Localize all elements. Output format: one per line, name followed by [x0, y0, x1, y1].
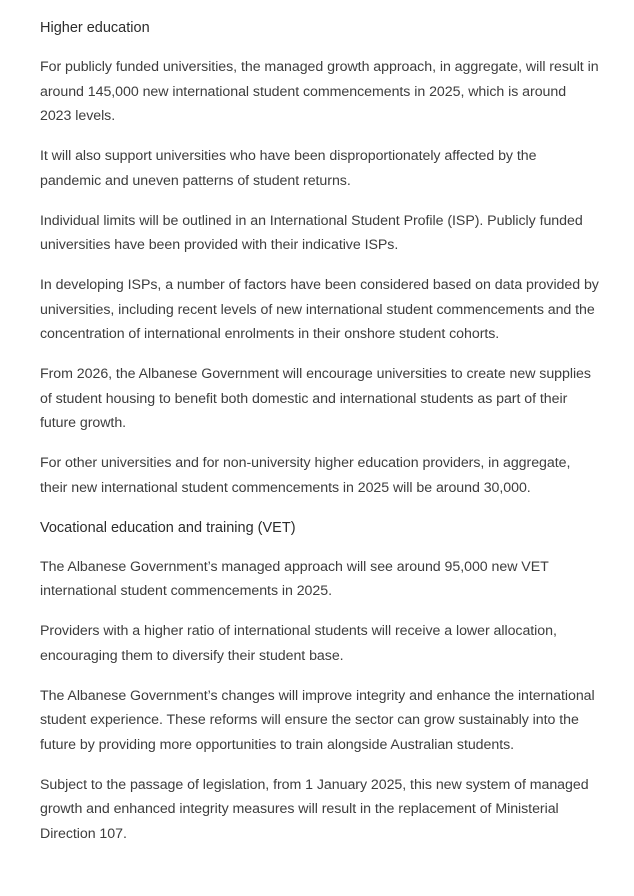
paragraph: From 2026, the Albanese Government will encourage universities to create new supplies of student housing to benefit both domestic and international students as part of their future growth. [40, 366, 591, 431]
paragraph: For other universities and for non-university higher education providers, in aggregate, their new international student commencements in 2025 will be around 30,000. [40, 455, 571, 496]
paragraph: The Albanese Government’s changes will improve integrity and enhance the international student experience. These reforms will ensure the sector can grow sustainably into the future by providing more opportunities to train alongside Australian students. [40, 687, 595, 753]
section-heading-vet: Vocational education and training (VET) [40, 519, 296, 536]
article-body [40, 0, 600, 846]
paragraph: For publicly funded universities, the managed growth approach, in aggregate, will result in around 145,000 new international student commencements in 2025, which is around 2023 levels. [40, 59, 599, 124]
paragraph: Individual limits will be outlined in an International Student Profile (ISP). Publicly funded universities have been provided with their indicative ISPs. [40, 212, 583, 253]
paragraph: Subject to the passage of legislation, from 1 January 2025, this new system of managed growth and enhanced integrity measures will result in the replacement of Ministerial Direction 107. [40, 776, 589, 842]
paragraph: It will also support universities who have been disproportionately affected by the pandemic and uneven patterns of student returns. [40, 148, 537, 189]
paragraph: The Albanese Government’s managed approach will see around 95,000 new VET international student commencements in 2025. [40, 558, 549, 599]
section-heading-higher-education: Higher education [40, 20, 150, 36]
paragraph: Providers with a higher ratio of international students will receive a lower allocation, encouraging them to diversify their student base. [40, 623, 557, 664]
paragraph: In developing ISPs, a number of factors have been considered based on data provided by universities, including recent levels of new international student commencements and the concentration of international enrolments in their onshore student cohorts. [40, 277, 599, 342]
